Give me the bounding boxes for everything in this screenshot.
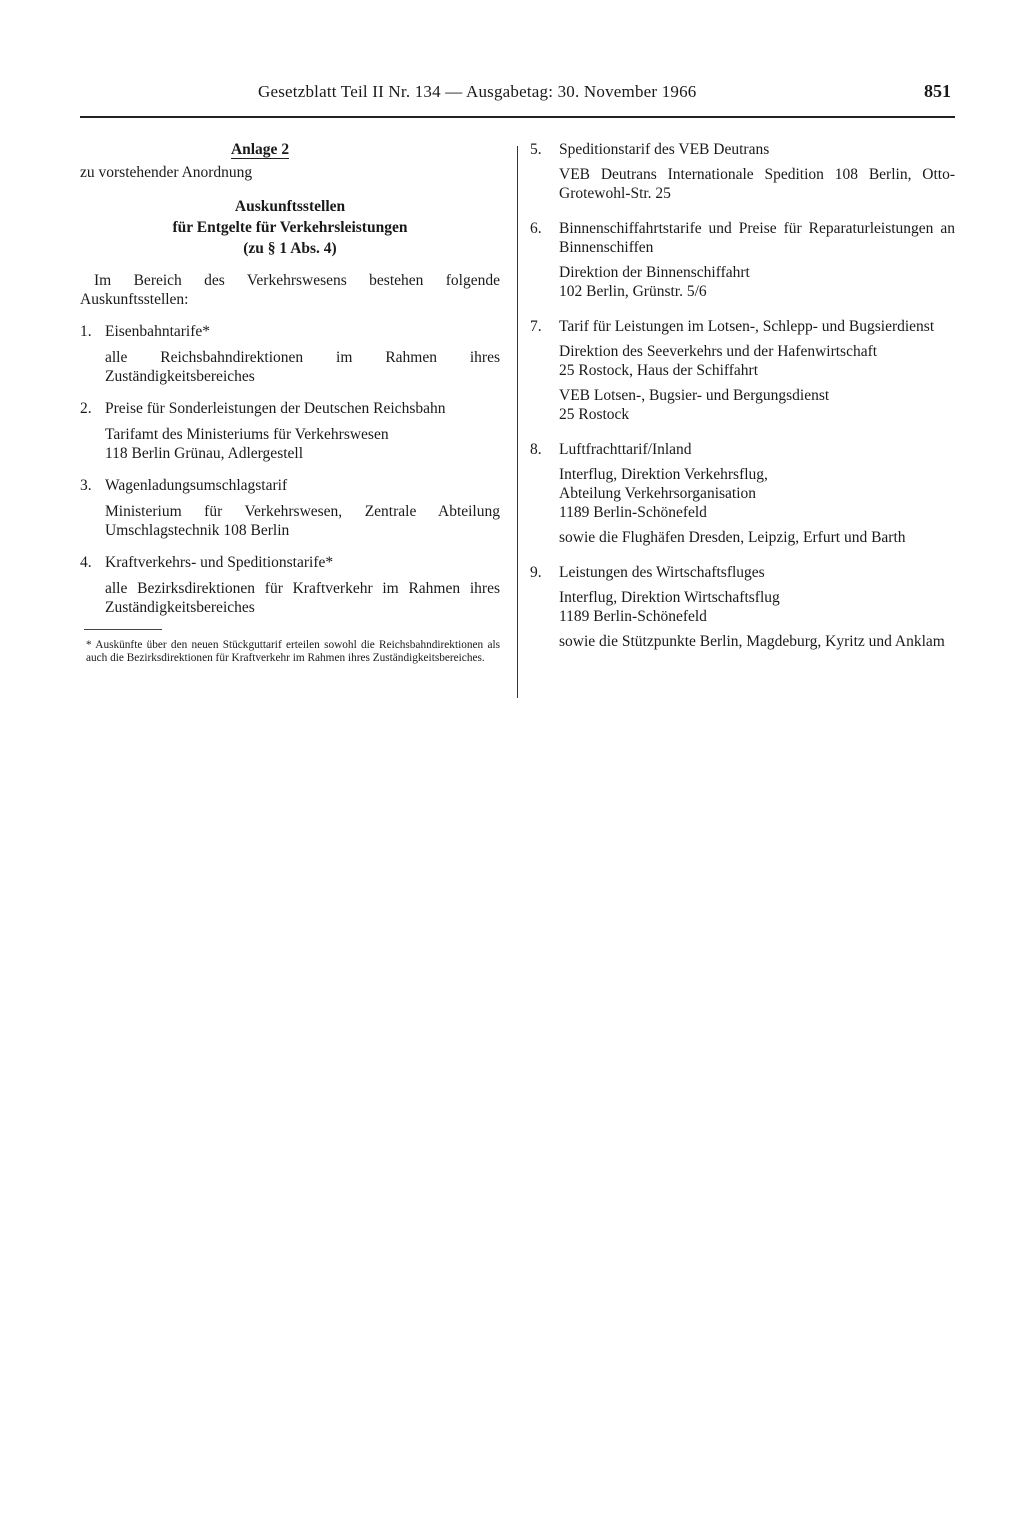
item-title: Eisenbahntarife* — [105, 323, 211, 340]
list-item — [530, 440, 955, 547]
footnote: * Auskünfte über den neuen Stückguttarif erteilen sowohl die Reichsbahndirektionen als auch die Bezirksdirektionen für Kraftverkehr im Rahmen ihres Zuständigkeitsbereiches. — [86, 639, 500, 664]
list-item — [80, 553, 500, 617]
list-item — [80, 399, 500, 463]
item-number: 5. — [530, 141, 542, 158]
item-detail: VEB Lotsen-, Bugsier- und Bergungsdienst 25 Rostock — [559, 387, 830, 423]
list-item — [530, 317, 955, 424]
item-detail: Direktion des Seeverkehrs und der Hafenwirtschaft 25 Rostock, Haus der Schiffahrt — [559, 343, 878, 379]
section-heading — [80, 196, 500, 259]
list-item — [530, 140, 955, 203]
list-item — [530, 219, 955, 301]
header-rule — [80, 116, 955, 118]
heading-line: (zu § 1 Abs. 4) — [243, 240, 337, 257]
item-number: 6. — [530, 220, 542, 237]
footnote-rule — [84, 629, 162, 630]
item-title: Binnenschiffahrtstarife und Preise für Reparaturleistungen an Binnenschiffen — [559, 220, 955, 256]
item-detail: sowie die Stützpunkte Berlin, Magdeburg, Kyritz und Anklam — [559, 633, 945, 650]
item-detail: VEB Deutrans Internationale Spedition 108 Berlin, Otto-Grotewohl-Str. 25 — [559, 166, 955, 202]
left-column — [80, 140, 500, 664]
item-number: 2. — [80, 400, 92, 417]
item-title: Preise für Sonderleistungen der Deutschen Reichsbahn — [105, 400, 446, 417]
item-detail: Interflug, Direktion Wirtschaftsflug 1189 Berlin-Schönefeld — [559, 589, 780, 625]
item-title: Kraftverkehrs- und Speditionstarife* — [105, 554, 334, 571]
item-detail: sowie die Flughäfen Dresden, Leipzig, Erfurt und Barth — [559, 529, 906, 546]
item-title: Speditionstarif des VEB Deutrans — [559, 141, 770, 158]
annex-title: Anlage 2 — [230, 141, 290, 158]
item-detail: Tarifamt des Ministeriums für Verkehrswesen 118 Berlin Grünau, Adlergestell — [105, 426, 389, 462]
heading-line: Auskunftsstellen — [234, 198, 346, 215]
item-title: Leistungen des Wirtschaftsfluges — [559, 564, 765, 581]
item-title: Luftfrachttarif/Inland — [559, 441, 692, 458]
item-detail: Direktion der Binnenschiffahrt 102 Berlin, Grünstr. 5/6 — [559, 264, 750, 300]
item-detail: Ministerium für Verkehrswesen, Zentrale Abteilung Umschlagstechnik 108 Berlin — [105, 503, 500, 539]
item-number: 3. — [80, 477, 92, 494]
item-detail: alle Bezirksdirektionen für Kraftverkehr im Rahmen ihres Zuständigkeitsbereiches — [105, 580, 500, 616]
item-number: 9. — [530, 564, 542, 581]
item-number: 1. — [80, 323, 92, 340]
item-number: 7. — [530, 318, 542, 335]
item-title: Tarif für Leistungen im Lotsen-, Schlepp- und Bugsierdienst — [559, 318, 935, 335]
column-divider — [517, 146, 518, 698]
item-detail: alle Reichsbahndirektionen im Rahmen ihres Zuständigkeitsbereiches — [105, 349, 500, 385]
item-detail: Interflug, Direktion Verkehrsflug, Abteilung Verkehrsorganisation 1189 Berlin-Schönefeld — [559, 466, 768, 521]
intro-paragraph: Im Bereich des Verkehrswesens bestehen folgende Auskunftsstellen: — [80, 272, 500, 308]
item-number: 8. — [530, 441, 542, 458]
heading-line: für Entgelte für Verkehrsleistungen — [172, 219, 408, 236]
item-title: Wagenladungsumschlagstarif — [105, 477, 288, 494]
page-number: 851 — [924, 81, 951, 101]
gazette-title: Gesetzblatt Teil II Nr. 134 — Ausgabetag: 30. November 1966 — [258, 82, 697, 101]
list-item — [80, 322, 500, 386]
item-number: 4. — [80, 554, 92, 571]
page-header — [80, 80, 955, 114]
right-column — [530, 140, 955, 651]
list-item — [530, 563, 955, 651]
annex-subtitle: zu vorstehender Anordnung — [80, 164, 253, 181]
list-item — [80, 476, 500, 540]
